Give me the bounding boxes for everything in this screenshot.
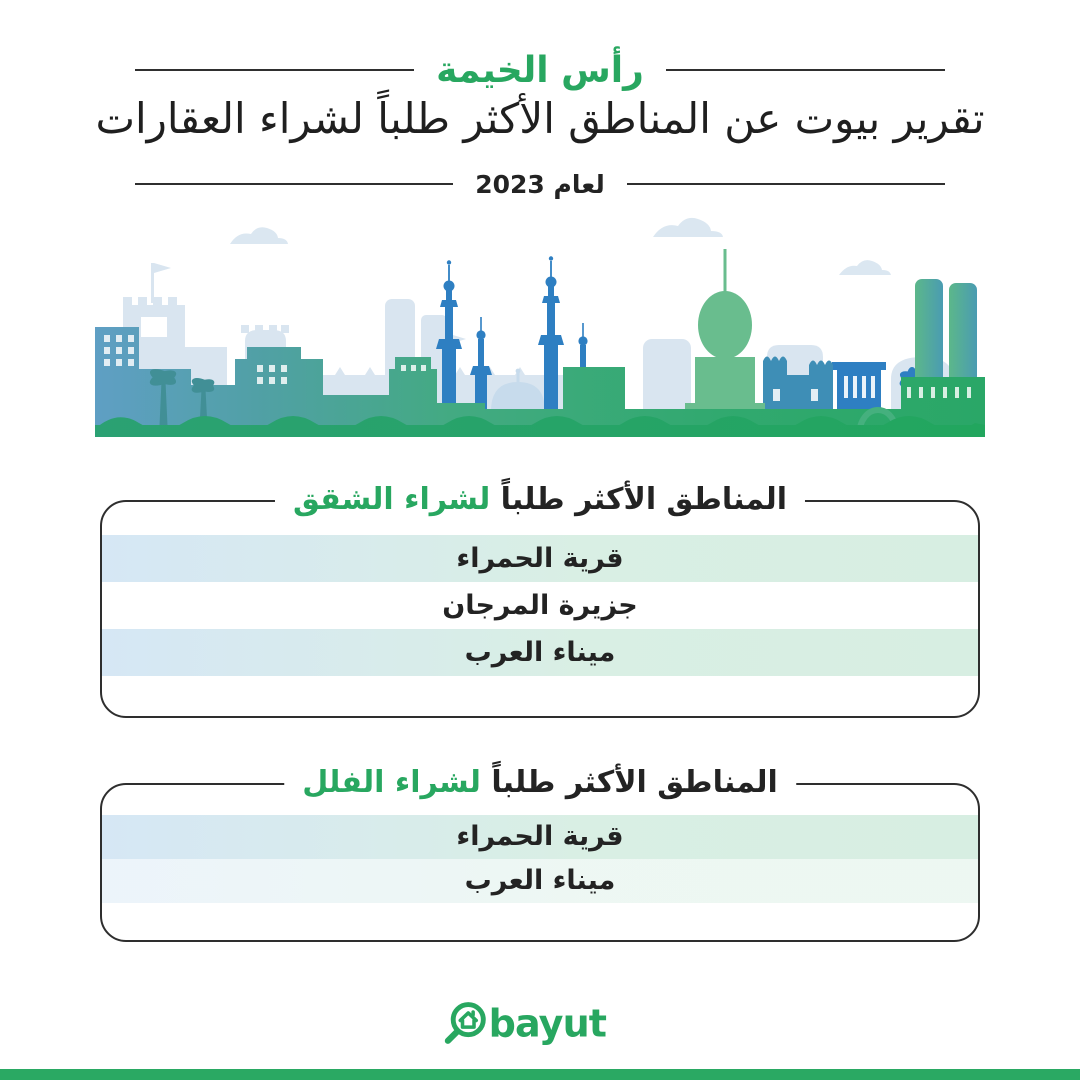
area-row: ميناء العرب [102,629,978,676]
year-line-left [135,183,453,185]
year-value: 2023 [475,169,545,199]
villas-card [100,765,980,942]
apartments-card-title [275,478,805,522]
apartments-card [100,482,980,718]
emirate-title: رأس الخيمة [436,49,644,91]
ground-strip [95,425,985,437]
header-line-right [666,69,945,71]
year-label [475,170,605,199]
header-line-left [135,69,414,71]
emirate-header [135,44,945,96]
clouds-icon [230,218,891,275]
footer-accent-bar [0,1069,1080,1080]
report-title: تقرير بيوت عن المناطق الأكثر طلباً لشراء العقارات [95,94,985,143]
villas-title-main: المناطق الأكثر طلباً [491,765,778,800]
magnifier-house-icon [448,1005,483,1041]
area-row: ميناء العرب [102,859,978,903]
city-skyline-illustration [95,207,985,437]
apartments-title-main: المناطق الأكثر طلباً [500,482,788,517]
area-row: قرية الحمراء [102,535,978,582]
area-row: قرية الحمراء [102,815,978,859]
year-line-right [627,183,945,185]
bayut-logo [435,993,645,1055]
year-word: لعام [553,169,605,199]
villas-rows [102,815,978,903]
villas-title-accent: لشراء الفلل [302,765,481,800]
egg-tower-icon [685,249,765,419]
villas-card-title [284,761,796,805]
area-row: جزيرة المرجان [442,590,638,621]
bayut-wordmark: bayut [488,1001,607,1046]
apartments-title-accent: لشراء الشقق [292,482,491,517]
apartments-rows [102,535,978,676]
year-header [135,164,945,204]
